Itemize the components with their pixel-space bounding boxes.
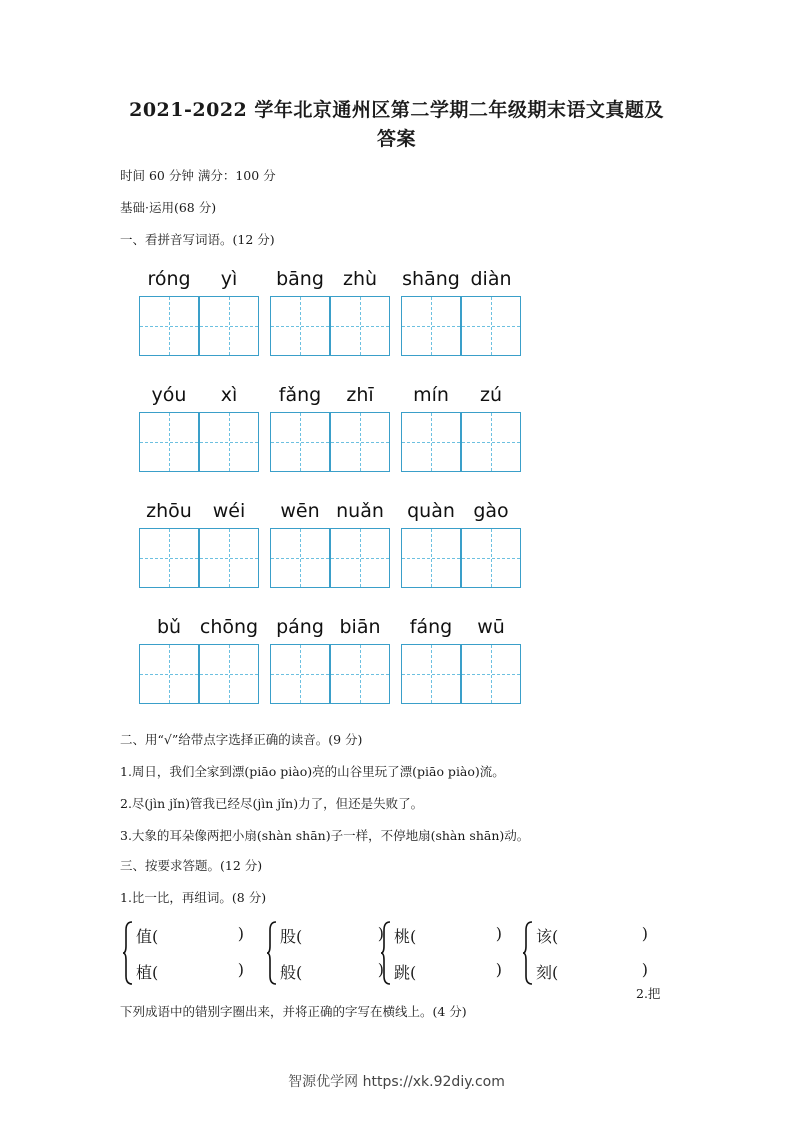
question-3-heading: 三、按要求答题。(12 分) xyxy=(120,858,263,873)
grid-guide-vertical xyxy=(229,529,230,587)
compare-char-label: 桃( xyxy=(394,927,417,946)
question-3-sub-2: 下列成语中的错别字圈出来，并将正确的字写在横线上。(4 分) xyxy=(120,1004,467,1019)
tianzige-writing-box[interactable] xyxy=(199,644,259,704)
pinyin-label: nuǎn xyxy=(336,500,384,522)
grid-guide-vertical xyxy=(360,529,361,587)
pinyin-label: zhōu xyxy=(146,500,192,522)
pinyin-label: quàn xyxy=(407,500,455,522)
grid-guide-vertical xyxy=(229,645,230,703)
tianzige-writing-box[interactable] xyxy=(199,412,259,472)
grid-guide-vertical xyxy=(169,297,170,355)
document-title-line2: 答案 xyxy=(376,128,416,150)
grid-guide-vertical xyxy=(360,645,361,703)
left-brace-icon xyxy=(266,920,278,986)
tianzige-writing-box[interactable] xyxy=(401,412,461,472)
question-2-heading: 二、用“√”给带点字选择正确的读音。(9 分) xyxy=(120,732,363,747)
close-paren: ) xyxy=(641,960,648,979)
pinyin-label: zú xyxy=(479,384,502,406)
grid-guide-vertical xyxy=(360,413,361,471)
close-paren: ) xyxy=(377,960,384,979)
footer-watermark: 智源优学网 https://xk.92diy.com xyxy=(288,1074,505,1090)
pinyin-label: páng xyxy=(276,616,324,638)
grid-guide-vertical xyxy=(300,645,301,703)
tianzige-writing-box[interactable] xyxy=(461,296,521,356)
pinyin-label: bāng xyxy=(276,268,324,290)
tianzige-writing-box[interactable] xyxy=(199,528,259,588)
close-paren: ) xyxy=(495,924,502,943)
section-basic: 基础·运用(68 分) xyxy=(120,200,217,215)
tianzige-writing-box[interactable] xyxy=(270,412,330,472)
pinyin-label: fǎng xyxy=(278,384,322,406)
close-paren: ) xyxy=(641,924,648,943)
grid-guide-vertical xyxy=(360,297,361,355)
pinyin-label: biān xyxy=(339,616,381,638)
tianzige-writing-box[interactable] xyxy=(401,528,461,588)
pinyin-label: wēn xyxy=(280,500,320,522)
grid-guide-vertical xyxy=(431,413,432,471)
compare-word-blank[interactable] xyxy=(280,960,384,983)
pinyin-label: diàn xyxy=(470,268,512,290)
question-3-sub-1: 1.比一比，再组词。(8 分) xyxy=(120,890,267,905)
tianzige-writing-box[interactable] xyxy=(461,644,521,704)
pinyin-label: fáng xyxy=(409,616,453,638)
grid-guide-vertical xyxy=(300,297,301,355)
compare-char-label: 股( xyxy=(280,927,303,946)
question-3-sub-2-prefix: 2.把 xyxy=(636,986,661,1001)
exam-meta: 时间 60 分钟 满分：100 分 xyxy=(120,168,276,183)
tianzige-writing-box[interactable] xyxy=(270,528,330,588)
pinyin-label: shāng xyxy=(402,268,460,290)
tianzige-writing-box[interactable] xyxy=(401,644,461,704)
tianzige-writing-box[interactable] xyxy=(330,296,390,356)
compare-word-group xyxy=(122,920,246,986)
pinyin-label: chōng xyxy=(199,616,259,638)
grid-guide-vertical xyxy=(491,413,492,471)
compare-word-blank[interactable] xyxy=(280,924,384,947)
grid-guide-vertical xyxy=(169,413,170,471)
grid-guide-vertical xyxy=(491,297,492,355)
question-1-heading: 一、看拼音写词语。(12 分) xyxy=(120,232,275,247)
compare-word-blank[interactable] xyxy=(136,960,244,983)
grid-guide-vertical xyxy=(431,529,432,587)
grid-guide-vertical xyxy=(300,529,301,587)
compare-char-label: 该( xyxy=(536,927,559,946)
question-2-item-3: 3.大象的耳朵像两把小扇(shàn shān)子一样，不停地扇(shàn shān)动。 xyxy=(120,828,530,843)
left-brace-icon xyxy=(377,920,392,986)
compare-word-blank[interactable] xyxy=(394,960,502,983)
close-paren: ) xyxy=(495,960,502,979)
tianzige-writing-box[interactable] xyxy=(270,296,330,356)
grid-guide-vertical xyxy=(229,413,230,471)
pinyin-label: gào xyxy=(473,500,509,522)
tianzige-writing-box[interactable] xyxy=(330,644,390,704)
pinyin-label: mín xyxy=(413,384,449,406)
pinyin-label: zhī xyxy=(346,384,374,406)
close-paren: ) xyxy=(237,960,244,979)
compare-word-group xyxy=(266,920,386,986)
tianzige-writing-box[interactable] xyxy=(139,528,199,588)
pinyin-label: yóu xyxy=(151,384,187,406)
question-2-item-1: 1.周日，我们全家到漂(piāo piào)亮的山谷里玩了漂(piāo piào)流。 xyxy=(120,764,505,779)
pinyin-label: bǔ xyxy=(156,616,182,638)
pinyin-label: zhù xyxy=(342,268,378,290)
close-paren: ) xyxy=(377,924,384,943)
left-brace-icon xyxy=(122,920,134,986)
grid-guide-vertical xyxy=(169,645,170,703)
grid-guide-vertical xyxy=(300,413,301,471)
compare-word-group xyxy=(522,920,650,986)
grid-guide-vertical xyxy=(229,297,230,355)
tianzige-writing-box[interactable] xyxy=(401,296,461,356)
compare-word-blank[interactable] xyxy=(536,960,648,983)
compare-char-label: 般( xyxy=(280,963,303,982)
compare-word-blank[interactable] xyxy=(136,924,244,947)
compare-word-blank[interactable] xyxy=(536,924,648,947)
pinyin-label: xì xyxy=(220,384,238,406)
compare-word-blank[interactable] xyxy=(394,924,502,947)
grid-guide-vertical xyxy=(431,297,432,355)
close-paren: ) xyxy=(237,924,244,943)
grid-guide-vertical xyxy=(491,645,492,703)
pinyin-label: róng xyxy=(147,268,191,290)
grid-guide-vertical xyxy=(491,529,492,587)
document-title-line1: 2021-2022 学年北京通州区第二学期二年级期末语文真题及 xyxy=(129,99,664,121)
pinyin-label: wéi xyxy=(212,500,246,522)
pinyin-label: wū xyxy=(477,616,505,638)
tianzige-writing-box[interactable] xyxy=(330,412,390,472)
compare-char-label: 跳( xyxy=(394,963,417,982)
pinyin-label: yì xyxy=(220,268,238,290)
tianzige-writing-box[interactable] xyxy=(461,412,521,472)
tianzige-writing-box[interactable] xyxy=(139,644,199,704)
left-brace-icon xyxy=(522,920,534,986)
tianzige-writing-box[interactable] xyxy=(139,296,199,356)
tianzige-writing-box[interactable] xyxy=(330,528,390,588)
grid-guide-vertical xyxy=(169,529,170,587)
question-2-item-2: 2.尽(jìn jǐn)管我已经尽(jìn jǐn)力了，但还是失败了。 xyxy=(120,796,424,811)
grid-guide-vertical xyxy=(431,645,432,703)
tianzige-writing-box[interactable] xyxy=(270,644,330,704)
tianzige-writing-box[interactable] xyxy=(461,528,521,588)
compare-char-label: 值( xyxy=(136,927,159,946)
tianzige-writing-box[interactable] xyxy=(199,296,259,356)
compare-char-label: 刻( xyxy=(536,963,559,982)
compare-char-label: 植( xyxy=(136,963,159,982)
compare-word-group xyxy=(377,920,504,986)
tianzige-writing-box[interactable] xyxy=(139,412,199,472)
